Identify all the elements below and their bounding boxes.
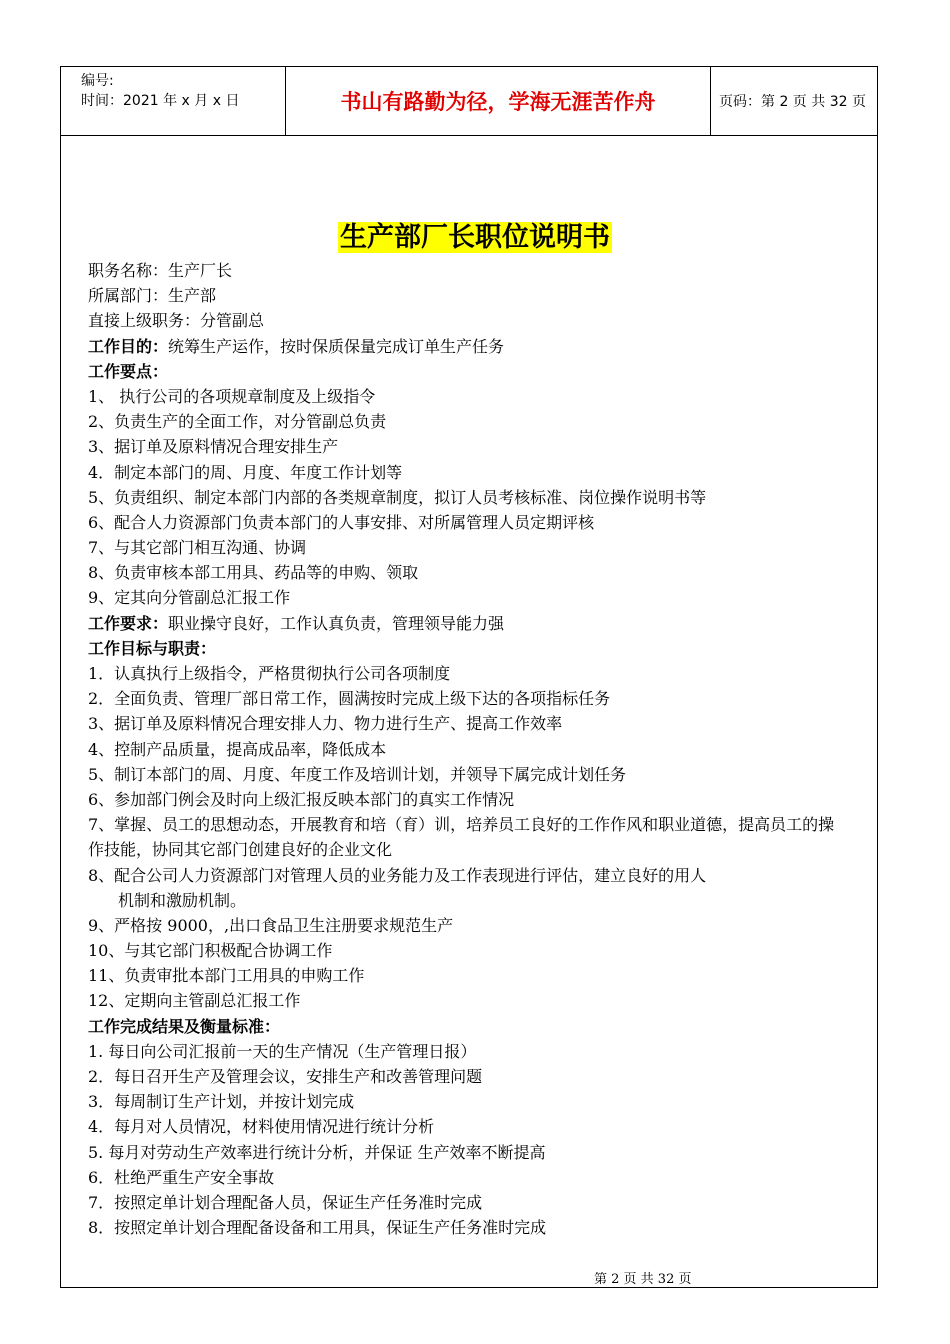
header-page-code: 页码：第 2 页 共 32 页 [719,94,866,110]
list-item: 8．按照定单计划合理配备设备和工用具，保证生产任务准时完成 [88,1218,547,1238]
purpose-label: 工作目的： [88,336,169,356]
time-label: 时间：2021 年 x 月 x 日 [81,93,240,109]
purpose-text: 统筹生产运作，按时保质保量完成订单生产任务 [168,336,505,356]
list-item: 1. 每日向公司汇报前一天的生产情况（生产管理日报） [88,1041,477,1061]
list-item: 5、制订本部门的周、月度、年度工作及培训计划，并领导下属完成计划任务 [88,764,627,784]
list-item: 12、定期向主管副总汇报工作 [88,991,301,1011]
number-label: 编号: [81,73,114,89]
requirements-text: 职业操守良好，工作认真负责，管理领导能力强 [168,613,505,633]
list-item: 8、负责审核本部工用具、药品等的申购、领取 [88,563,419,583]
list-item: 4．每月对人员情况，材料使用情况进行统计分析 [88,1117,435,1137]
document-title-wrap [0,215,950,254]
requirements-label: 工作要求： [88,613,169,633]
list-item-continuation: 机制和激励机制。 [118,890,247,910]
list-item: 7、掌握、员工的思想动态，开展教育和培（育）训，培养员工良好的工作作风和职业道德，提高员工的操作技能，协同其它部门创建良好的企业文化 [88,815,835,860]
list-item: 5、负责组织、制定本部门内部的各类规章制度，拟订人员考核标准、岗位操作说明书等 [88,487,707,507]
list-item: 2．每日召开生产及管理会议，安排生产和改善管理问题 [88,1067,483,1087]
list-item: 1．认真执行上级指令，严格贯彻执行公司各项制度 [88,664,451,683]
job-name: 职务名称：生产厂长 [88,261,233,280]
requirements [88,611,848,636]
list-item: 3、据订单及原料情况合理安排人力、物力进行生产、提高工作效率 [88,714,563,734]
header-motto: 书山有路勤为径，学海无涯苦作舟 [340,90,656,114]
list-item: 3、据订单及原料情况合理安排生产 [88,437,339,457]
list-item: 1、 执行公司的各项规章制度及上级指令 [88,386,376,406]
list-item: 8、配合公司人力资源部门对管理人员的业务能力及工作表现进行评估，建立良好的用人 [88,865,707,885]
list-item: 2、负责生产的全面工作，对分管副总负责 [88,412,387,432]
list-item: 9、严格按 9000，,出口食品卫生注册要求规范生产 [88,915,454,935]
list-item: 5. 每月对劳动生产效率进行统计分析，并保证 生产效率不断提高 [88,1142,546,1162]
list-item: 2．全面负责、管理厂部日常工作，圆满按时完成上级下达的各项指标任务 [88,689,611,709]
page-footer: 第 2 页 共 32 页 [594,1272,692,1287]
list-item: 11、负责审批本部门工用具的申购工作 [88,966,365,986]
list-item: 4．制定本部门的周、月度、年度工作计划等 [88,462,403,482]
goals-heading: 工作目标与职责： [88,638,217,658]
superior: 直接上级职务：分管副总 [88,311,265,331]
key-points-heading: 工作要点： [88,361,169,381]
list-item: 9、定其向分管副总汇报工作 [88,588,291,608]
list-item: 7、与其它部门相互沟通、协调 [88,538,307,558]
department: 所属部门：生产部 [88,286,217,306]
list-item: 6、参加部门例会及时向上级汇报反映本部门的真实工作情况 [88,789,515,809]
list-item: 10、与其它部门积极配合协调工作 [88,941,333,961]
list-item: 4、控制产品质量，提高成品率，降低成本 [88,739,387,759]
header-meta [61,67,286,135]
list-item: 7．按照定单计划合理配备人员，保证生产任务准时完成 [88,1192,483,1212]
standards-heading: 工作完成结果及衡量标准： [88,1016,281,1036]
purpose [88,334,848,359]
list-item: 3．每周制订生产计划，并按计划完成 [88,1092,355,1112]
header-motto-cell [286,67,711,135]
list-item: 6．杜绝严重生产安全事故 [88,1167,275,1187]
list-item: 6、配合人力资源部门负责本部门的人事安排、对所属管理人员定期评核 [88,512,595,532]
document-title: 生产部厂长职位说明书 [340,222,610,253]
page-header [60,66,878,136]
document-content [88,258,848,1240]
